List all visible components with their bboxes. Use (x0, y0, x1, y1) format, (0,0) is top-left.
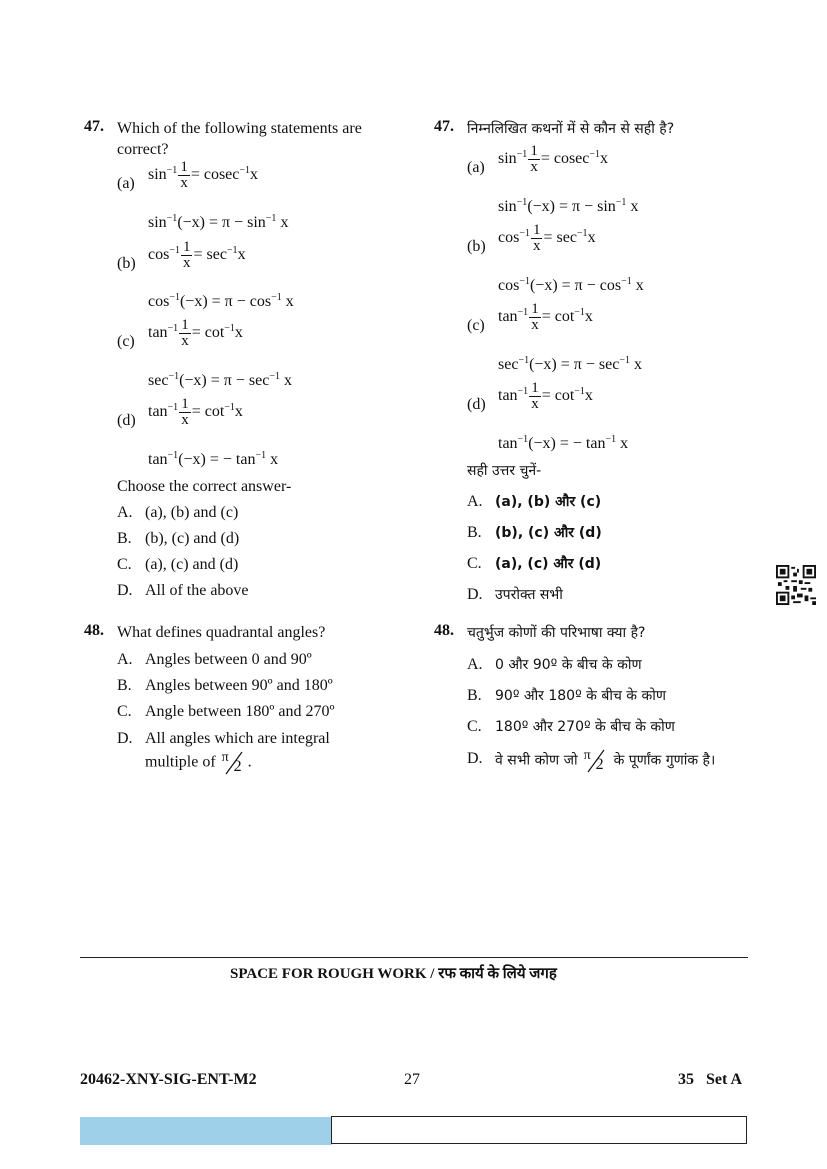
q47-hi-d-expr2: $\tan^{-1}(-x)$ = − $\tan^{-1} x$ (498, 434, 629, 452)
q47-en-c-expr: $\tan^{-1}$ $\frac{1}{x}$ = $\cot^{-1}x$ (148, 317, 243, 349)
q47-en-option-d-label: D. (117, 582, 133, 599)
footer-color-bar (80, 1117, 332, 1145)
q48-en-option-b: Angles between 90º and 180º (145, 677, 333, 694)
q48-hi-option-a-label: A. (467, 656, 483, 673)
q47-en-c-expr2: $\sec^{-1}(-x) = \pi - \sec^{-1} x$ (148, 371, 292, 389)
footer-box (331, 1116, 747, 1144)
q47-hi-option-a-label: A. (467, 493, 483, 510)
q47-hi-b-expr2: $\cos^{-1}(-x) = \pi - \cos^{-1} x$ (498, 276, 644, 294)
q47-hi-d-expr: $\tan^{-1}$ $\frac{1}{x}$ = $\cot^{-1}x$ (498, 380, 593, 412)
q47-hi-option-c-label: C. (467, 555, 482, 572)
q48-en-option-a: Angles between 0 and 90º (145, 651, 312, 668)
q48-en-option-a-label: A. (117, 651, 133, 668)
q47-hi-option-d: उपरोक्त सभी (495, 587, 563, 603)
q47-hi-a-expr: $\sin^{-1}$ $\frac{1}{x}$ = cosec$^{-1}$x (498, 143, 609, 175)
q47-hi-option-d-label: D. (467, 586, 483, 603)
q47-hi-c-expr2: $\sec^{-1}(-x) = \pi - \sec^{-1} x$ (498, 355, 642, 373)
q48-hi-option-b-label: B. (467, 687, 482, 704)
q47-hi-d-label: (d) (467, 396, 486, 413)
q48-hi-number: 48. (434, 622, 454, 639)
q47-en-d-expr: $\tan^{-1}$ $\frac{1}{x}$ = $\cot^{-1}x$ (148, 396, 243, 428)
q47-en-c-label: (c) (117, 333, 135, 350)
q47-hi-c-label: (c) (467, 317, 485, 334)
footer-page-number: 27 (404, 1071, 420, 1088)
q47-en-option-c: (a), (c) and (d) (145, 556, 239, 573)
q47-hi-b-label: (b) (467, 238, 486, 255)
q48-en-option-c-label: C. (117, 703, 132, 720)
q47-en-d-expr2: $\tan^{-1}(-x)$ = − $\tan^{-1} x$ (148, 450, 279, 468)
q48-en-stem: What defines quadrantal angles? (117, 624, 326, 641)
q47-en-b-expr: $\cos^{-1}$ $\frac{1}{x}$ = $\sec^{-1}x$ (148, 239, 246, 271)
q47-en-a-label: (a) (117, 175, 135, 192)
q47-en-a-expr: $\sin^{-1}$ $\frac{1}{x}$ = cosec$^{-1}$x (148, 159, 259, 191)
q47-hi-number: 47. (434, 118, 454, 135)
q47-hi-option-b: (b), (c) और (d) (495, 525, 602, 541)
q48-hi-stem: चतुर्भुज कोणों की परिभाषा क्या है? (467, 625, 646, 641)
rough-work-label: SPACE FOR ROUGH WORK / रफ कार्य के लिये जगह (230, 966, 557, 982)
q47-hi-option-b-label: B. (467, 524, 482, 541)
q48-en-option-c: Angle between 180º and 270º (145, 703, 335, 720)
qr-code-icon (776, 565, 816, 605)
q47-en-option-c-label: C. (117, 556, 132, 573)
q47-hi-stem: निम्नलिखित कथनों में से कौन से सही है? (467, 121, 675, 137)
q47-en-b-label: (b) (117, 255, 136, 272)
q47-en-b-expr2: $\cos^{-1}(-x) = \pi - \cos^{-1} x$ (148, 292, 294, 310)
q47-en-option-d: All of the above (145, 582, 249, 599)
q48-hi-option-c: 180º और 270º के बीच के कोण (495, 719, 675, 735)
q47-en-number: 47. (84, 118, 104, 135)
pi-over-2-fraction: π 2 (221, 750, 242, 775)
q47-hi-option-a: (a), (b) और (c) (495, 494, 602, 510)
pi-over-2-fraction-hi: π 2 (583, 748, 604, 773)
q47-en-d-label: (d) (117, 412, 136, 429)
q47-hi-choose: सही उत्तर चुनें- (467, 463, 542, 479)
q48-hi-option-a: 0 और 90º के बीच के कोण (495, 657, 642, 673)
rough-work-divider (80, 957, 748, 958)
q47-en-choose: Choose the correct answer- (117, 478, 292, 495)
q47-en-stem-line1: Which of the following statements are (117, 120, 362, 137)
q47-en-a-expr2: $\sin^{-1}(-x) = \pi - \sin^{-1} x$ (148, 213, 289, 231)
q47-hi-a-expr2: $\sin^{-1}(-x) = \pi - \sin^{-1} x$ (498, 197, 639, 215)
q48-en-option-b-label: B. (117, 677, 132, 694)
q48-en-option-d-line2: multiple of π 2 . (145, 750, 252, 775)
q48-hi-option-b: 90º और 180º के बीच के कोण (495, 688, 666, 704)
q47-hi-b-expr: $\cos^{-1}$ $\frac{1}{x}$ = $\sec^{-1}x$ (498, 222, 596, 254)
footer-paper-code: 20462-XNY-SIG-ENT-M2 (80, 1071, 257, 1088)
q48-hi-option-d-label: D. (467, 750, 483, 767)
q48-hi-option-d: वे सभी कोण जो π 2 के पूर्णांक गुणांक है। (495, 748, 716, 773)
q47-en-option-b-label: B. (117, 530, 132, 547)
q48-en-number: 48. (84, 622, 104, 639)
q47-hi-option-c: (a), (c) और (d) (495, 556, 602, 572)
q47-en-option-b: (b), (c) and (d) (145, 530, 240, 547)
q48-en-option-d-label: D. (117, 730, 133, 747)
q48-hi-option-c-label: C. (467, 718, 482, 735)
footer-set-label: Set A (706, 1071, 742, 1088)
q47-en-option-a: (a), (b) and (c) (145, 504, 239, 521)
footer-set-number: 35 (678, 1071, 694, 1088)
q47-en-stem-line2: correct? (117, 141, 169, 158)
q47-hi-a-label: (a) (467, 159, 485, 176)
q48-en-option-d: All angles which are integral (145, 730, 330, 747)
q47-en-option-a-label: A. (117, 504, 133, 521)
q47-hi-c-expr: $\tan^{-1}$ $\frac{1}{x}$ = $\cot^{-1}x$ (498, 301, 593, 333)
